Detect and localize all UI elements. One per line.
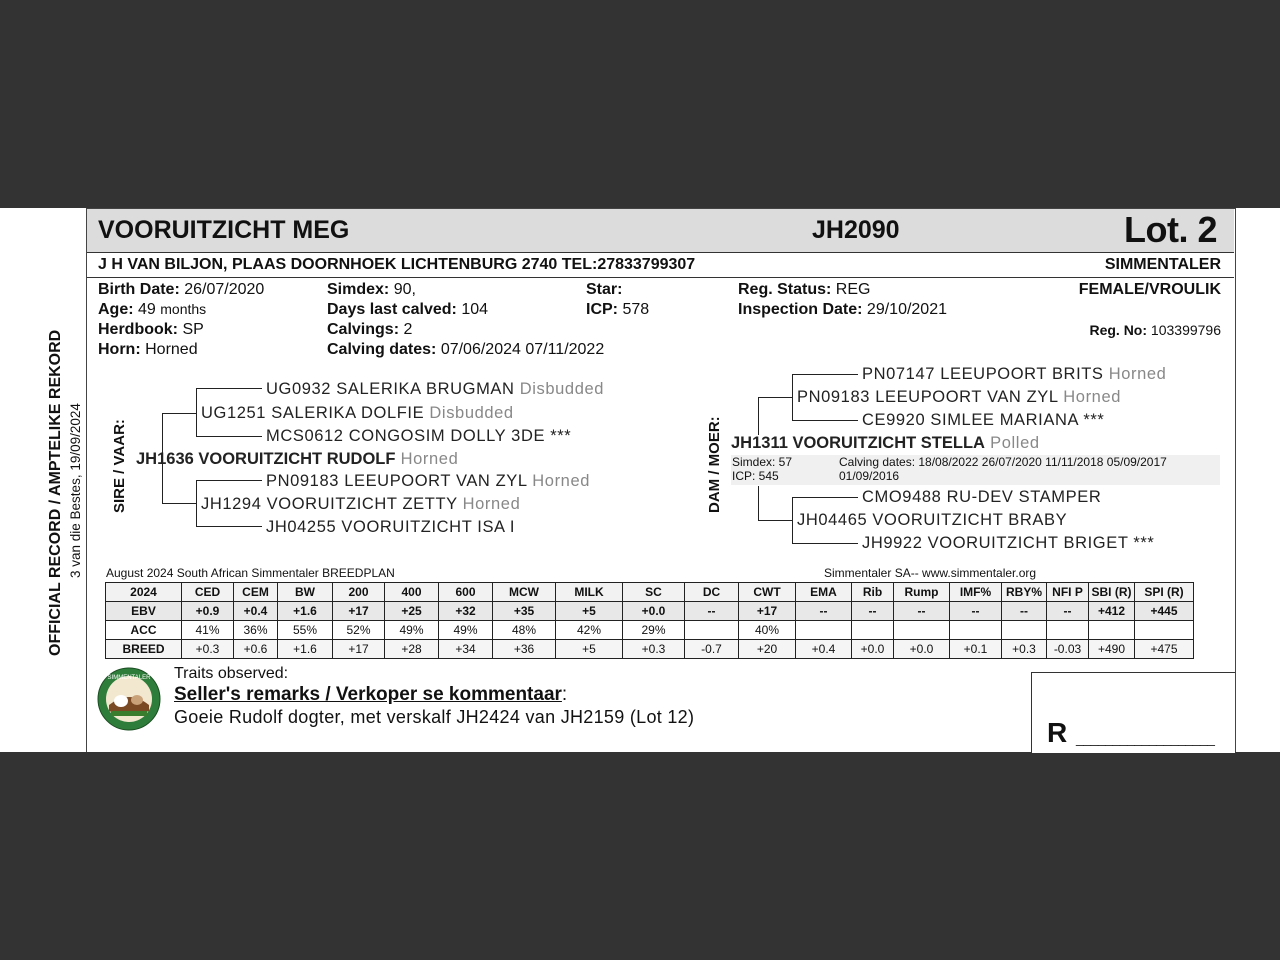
- breedplan-cell: +17: [333, 602, 385, 621]
- breedplan-cell: +28: [385, 640, 439, 659]
- breedplan-cell: +0.3: [1002, 640, 1047, 659]
- animal-name: VOORUITZICHT MEG: [98, 216, 350, 244]
- dam-dam-sire: CMO9488 RU-DEV STAMPER: [862, 488, 1102, 506]
- calvings: Calvings: 2: [327, 321, 413, 338]
- breedplan-cell: [894, 621, 950, 640]
- breedplan-header-cell: 600: [439, 583, 493, 602]
- herdbook: Herdbook: SP: [98, 321, 204, 338]
- breedplan-cell: [1089, 621, 1135, 640]
- breedplan-header-cell: MILK: [556, 583, 623, 602]
- breedplan-header-cell: 200: [333, 583, 385, 602]
- sire-label: SIRE / VAAR:: [111, 419, 128, 513]
- breedplan-cell: [1047, 621, 1089, 640]
- traits-observed-label: Traits observed:: [174, 665, 289, 682]
- price-currency: R: [1047, 717, 1068, 748]
- breedplan-cell: +17: [333, 640, 385, 659]
- breedplan-header-cell: SPI (R): [1135, 583, 1194, 602]
- breedplan-cell: +0.0: [852, 640, 894, 659]
- simmentaler-website: Simmentaler SA-- www.simmentaler.org: [824, 566, 1037, 580]
- breedplan-cell: +0.0: [623, 602, 685, 621]
- seller-remarks-heading: Seller's remarks / Verkoper se kommentaar:: [174, 684, 568, 705]
- breedplan-header-cell: CEM: [234, 583, 278, 602]
- sire-sire: UG1251 SALERIKA DOLFIE Disbudded: [201, 404, 514, 422]
- sire-tree-line: [196, 480, 262, 481]
- breedplan-cell: 42%: [556, 621, 623, 640]
- breedplan-cell: -0.03: [1047, 640, 1089, 659]
- breedplan-header-cell: 400: [385, 583, 439, 602]
- inspection-date: Inspection Date: 29/10/2021: [738, 301, 947, 318]
- breedplan-cell: 49%: [439, 621, 493, 640]
- breedplan-cell: 49%: [385, 621, 439, 640]
- price-blank-line[interactable]: ___________________: [1076, 730, 1215, 746]
- breedplan-cell: +36: [493, 640, 556, 659]
- breedplan-cell: +1.6: [278, 602, 333, 621]
- breedplan-cell: [1002, 621, 1047, 640]
- seller-remarks-text: Goeie Rudolf dogter, met verskalf JH2424 van JH2159 (Lot 12): [174, 707, 695, 727]
- age: Age: 49 months: [98, 301, 207, 318]
- star: Star:: [586, 281, 623, 298]
- logo-ring-text: SIMMENTALER: [107, 675, 151, 681]
- breedplan-cell: --: [1047, 602, 1089, 621]
- breedplan-header-cell: Rump: [894, 583, 950, 602]
- breedplan-header-cell: Rib: [852, 583, 894, 602]
- breedplan-header-cell: BW: [278, 583, 333, 602]
- dam-sire-dam: CE9920 SIMLEE MARIANA ***: [862, 411, 1105, 429]
- dam-tree-line: [758, 397, 792, 398]
- breedplan-cell: +5: [556, 640, 623, 659]
- dam-label: DAM / MOER:: [706, 416, 723, 513]
- source-label: 3 van die Bestes, 19/09/2024: [68, 403, 83, 578]
- days-last-calved: Days last calved: 104: [327, 301, 489, 318]
- dam-calving-dates: Calving dates: 18/08/2022 26/07/2020 11/11/2018 05/09/2017: [839, 455, 1167, 469]
- simmentaler-logo: [97, 667, 161, 731]
- breedplan-header-row: [106, 583, 1194, 602]
- birth-date: Birth Date: 26/07/2020: [98, 281, 265, 298]
- breedplan-cell: +0.3: [182, 640, 234, 659]
- breedplan-cell: -0.7: [685, 640, 739, 659]
- dam-tree-line: [792, 497, 793, 543]
- breedplan-row-acc: [106, 621, 1194, 640]
- breedplan-cell: +0.6: [234, 640, 278, 659]
- breedplan-cell: 48%: [493, 621, 556, 640]
- breedplan-cell: +445: [1135, 602, 1194, 621]
- breedplan-cell: [950, 621, 1002, 640]
- breedplan-cell: +412: [1089, 602, 1135, 621]
- breedplan-cell: +32: [439, 602, 493, 621]
- dam-tree-line: [792, 497, 858, 498]
- dam-sire: PN09183 LEEUPOORT VAN ZYL Horned: [797, 388, 1121, 406]
- dam: JH1311 VOORUITZICHT STELLA Polled: [731, 434, 1040, 452]
- breedplan-cell: +25: [385, 602, 439, 621]
- breedplan-cell: +17: [739, 602, 796, 621]
- breedplan-cell: [1135, 621, 1194, 640]
- sire-sire-sire: UG0932 SALERIKA BRUGMAN Disbudded: [266, 380, 605, 398]
- breedplan-cell: --: [950, 602, 1002, 621]
- sire-tree-line: [196, 480, 197, 526]
- breedplan-cell: +0.0: [894, 640, 950, 659]
- dam-tree-line: [792, 374, 858, 375]
- breedplan-cell: +0.9: [182, 602, 234, 621]
- breedplan-cell: 40%: [739, 621, 796, 640]
- breed-name: SIMMENTALER: [1104, 256, 1221, 273]
- breedplan-header-cell: CWT: [739, 583, 796, 602]
- breedplan-table: [105, 582, 1194, 659]
- breedplan-cell: +490: [1089, 640, 1135, 659]
- sire-dam-dam: JH04255 VOORUITZICHT ISA I: [266, 518, 516, 536]
- breedplan-cell: +0.3: [623, 640, 685, 659]
- official-record-label: OFFICIAL RECORD / AMPTELIKE REKORD: [47, 329, 64, 656]
- horn-status: Horn: Horned: [98, 341, 198, 358]
- dam-tree-line: [758, 486, 759, 520]
- breedplan-header-cell: 2024: [106, 583, 182, 602]
- breedplan-header-cell: CED: [182, 583, 234, 602]
- sire-dam-sire: PN09183 LEEUPOORT VAN ZYL Horned: [266, 472, 590, 490]
- simdex: Simdex: 90,: [327, 281, 416, 298]
- breedplan-header-cell: NFI P: [1047, 583, 1089, 602]
- breedplan-header-cell: SC: [623, 583, 685, 602]
- breeder-line: J H VAN BILJON, PLAAS DOORNHOEK LICHTENBURG 2740 TEL:27833799307: [98, 256, 696, 273]
- dam-calving-dates-2: 01/09/2016: [839, 469, 900, 483]
- dam-tree-line: [792, 420, 858, 421]
- sex: FEMALE/VROULIK: [1078, 281, 1221, 298]
- sire-tree-line: [162, 413, 196, 414]
- dam-tree-line: [792, 374, 793, 420]
- breedplan-header-cell: MCW: [493, 583, 556, 602]
- breedplan-cell: +0.1: [950, 640, 1002, 659]
- sire: JH1636 VOORUITZICHT RUDOLF Horned: [136, 450, 459, 468]
- breedplan-cell: 36%: [234, 621, 278, 640]
- dam-dam-dam: JH9922 VOORUITZICHT BRIGET ***: [862, 534, 1155, 552]
- icp: ICP: 578: [586, 301, 650, 318]
- reg-status: Reg. Status: REG: [738, 281, 871, 298]
- dam-tree-line: [792, 543, 858, 544]
- breedplan-cell: --: [1002, 602, 1047, 621]
- breedplan-cell: +0.4: [796, 640, 852, 659]
- breedplan-cell: [796, 621, 852, 640]
- dam-simdex: Simdex: 57: [732, 455, 793, 469]
- animal-id: JH2090: [812, 216, 900, 244]
- breedplan-cell: +1.6: [278, 640, 333, 659]
- dam-dam: JH04465 VOORUITZICHT BRABY: [797, 511, 1068, 529]
- sire-tree-line: [196, 388, 197, 436]
- sire-tree-line: [196, 436, 262, 437]
- calving-dates: Calving dates: 07/06/2024 07/11/2022: [327, 341, 605, 358]
- breedplan-row-breed: [106, 640, 1194, 659]
- reg-no: Reg. No: 103399796: [1089, 322, 1221, 338]
- breedplan-cell: --: [894, 602, 950, 621]
- dam-tree-line: [758, 397, 759, 435]
- breedplan-caption: August 2024 South African Simmentaler BREEDPLAN: [106, 566, 395, 580]
- breedplan-row-label: EBV: [106, 602, 182, 621]
- breedplan-cell: +5: [556, 602, 623, 621]
- sire-tree-line: [196, 526, 262, 527]
- breedplan-header-cell: RBY%: [1002, 583, 1047, 602]
- sire-sire-dam: MCS0612 CONGOSIM DOLLY 3DE ***: [266, 427, 572, 445]
- dam-tree-line: [758, 520, 792, 521]
- dam-icp: ICP: 545: [732, 469, 779, 483]
- sire-tree-line: [162, 503, 196, 504]
- breedplan-row-label: BREED: [106, 640, 182, 659]
- breedplan-row-label: ACC: [106, 621, 182, 640]
- breedplan-header-cell: DC: [685, 583, 739, 602]
- sire-tree-line: [196, 388, 262, 389]
- breedplan-cell: 41%: [182, 621, 234, 640]
- breedplan-cell: --: [852, 602, 894, 621]
- breedplan-cell: [852, 621, 894, 640]
- breedplan-cell: 29%: [623, 621, 685, 640]
- dam-sire-sire: PN07147 LEEUPOORT BRITS Horned: [862, 365, 1167, 383]
- breedplan-cell: +20: [739, 640, 796, 659]
- breedplan-cell: +34: [439, 640, 493, 659]
- breedplan-cell: +475: [1135, 640, 1194, 659]
- breedplan-cell: --: [796, 602, 852, 621]
- breedplan-cell: --: [685, 602, 739, 621]
- breedplan-header-cell: IMF%: [950, 583, 1002, 602]
- breedplan-row-ebv: [106, 602, 1194, 621]
- breedplan-cell: [685, 621, 739, 640]
- breedplan-cell: +0.4: [234, 602, 278, 621]
- breedplan-cell: +35: [493, 602, 556, 621]
- breedplan-cell: 55%: [278, 621, 333, 640]
- sire-dam: JH1294 VOORUITZICHT ZETTY Horned: [201, 495, 521, 513]
- breedplan-header-cell: EMA: [796, 583, 852, 602]
- breedplan-header-cell: SBI (R): [1089, 583, 1135, 602]
- breedplan-cell: 52%: [333, 621, 385, 640]
- lot-number: Lot. 2: [1124, 209, 1217, 250]
